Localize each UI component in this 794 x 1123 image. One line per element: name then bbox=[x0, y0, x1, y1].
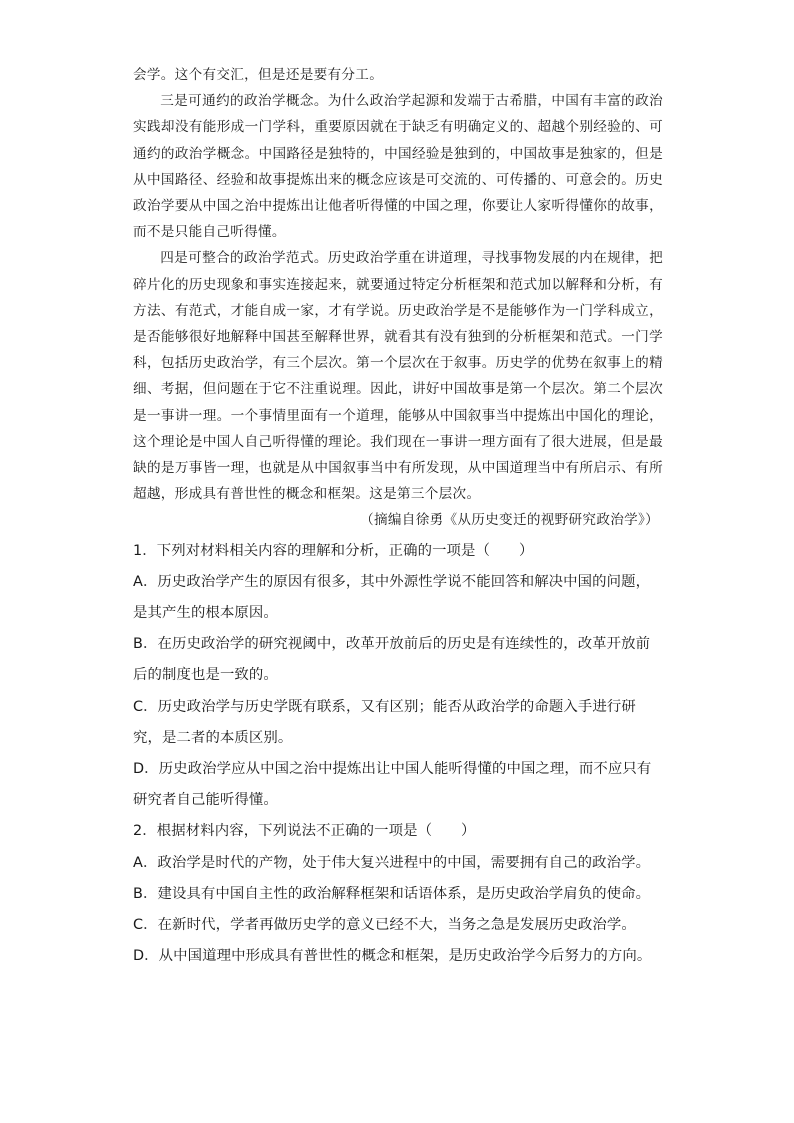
question-1-stem: 1．下列对材料相关内容的理解和分析，正确的一项是（ ） bbox=[133, 542, 534, 559]
question-2-option-c: C．在新时代，学者再做历史学的意义已经不大，当务之急是发展历史政治学。 bbox=[133, 917, 636, 934]
passage-paragraph-1: 会学。这个有交汇，但是还是要有分工。 bbox=[133, 67, 384, 83]
question-1-option-b: B．在历史政治学的研究视阈中，改革开放前后的历史是有连续性的，改革开放前后的制度也是一致的。 bbox=[133, 636, 651, 684]
question-1-option-a: A．历史政治学产生的原因有很多，其中外源性学说不能回答和解决中国的问题，是其产生的根本原因。 bbox=[133, 573, 651, 622]
question-2-option-d: D．从中国道理中形成具有普世性的概念和框架，是历史政治学今后努力的方向。 bbox=[133, 948, 652, 965]
question-1-option-d: D．历史政治学应从中国之治中提炼出让中国人能听得懂的中国之理，而不应只有研究者自己能听得懂。 bbox=[133, 761, 652, 809]
question-2-option-a: A．政治学是时代的产物，处于伟大复兴进程中的中国，需要拥有自己的政治学。 bbox=[133, 854, 651, 871]
question-1 bbox=[133, 536, 663, 817]
passage-source: （摘编自徐勇《从历史变迁的视野研究政治学》） bbox=[360, 512, 659, 529]
reading-passage bbox=[133, 62, 663, 534]
question-2 bbox=[133, 816, 663, 972]
question-list bbox=[133, 536, 663, 973]
passage-paragraph-3: 四是可整合的政治学范式。历史政治学重在讲道理，寻找事物发展的内在规律，把碎片化的历史现象和事实连接起来，就要通过特定分析框架和范式加以解释和分析，有方法、有范式，才能自成一家，才有学说。历史政治学是不是能够作为一门学科成立，是否能够很好地解释中国甚至解释世界，就看其有没有独到的分析框架和范式。一门学科，包括历史政治学，有三个层次。第一个层次在于叙事。历史学的优势在叙事上的精细、考据，但问题在于它不注重说理。因此，讲好中国故事是第一个层次。第二个层次是一事讲一理。一个事情里面有一个道理，能够从中国叙事当中提炼出中国化的理论，这个理论是中国人自己听得懂的理论。我们现在一事讲一理方面有了很大进展，但是最缺的是万事皆一理，也就是从中国叙事当中有所发现，从中国道理当中有所启示、有所超越，形成具有普世性的概念和框架。这是第三个层次。 bbox=[133, 250, 663, 503]
question-2-option-b: B．建设具有中国自主性的政治解释框架和话语体系，是历史政治学肩负的使命。 bbox=[133, 885, 651, 902]
passage-paragraph-2: 三是可通约的政治学概念。为什么政治学起源和发端于古希腊，中国有丰富的政治实践却没有能形成一门学科，重要原因就在于缺乏有明确定义的、超越个别经验的、可通约的政治学概念。中国路径是独特的，中国经验是独到的，中国故事是独家的，但是从中国路径、经验和故事提炼出来的概念应该是可交流的、可传播的、可意会的。历史政治学要从中国之治中提炼出让他者听得懂的中国之理，你要让人家听得懂你的故事，而不是只能自己听得懂。 bbox=[133, 93, 663, 241]
document-page bbox=[133, 62, 663, 973]
question-2-stem: 2．根据材料内容，下列说法不正确的一项是（ ） bbox=[133, 823, 476, 840]
question-1-option-c: C．历史政治学与历史学既有联系，又有区别；能否从政治学的命题入手进行研究，是二者的本质区别。 bbox=[133, 698, 636, 746]
